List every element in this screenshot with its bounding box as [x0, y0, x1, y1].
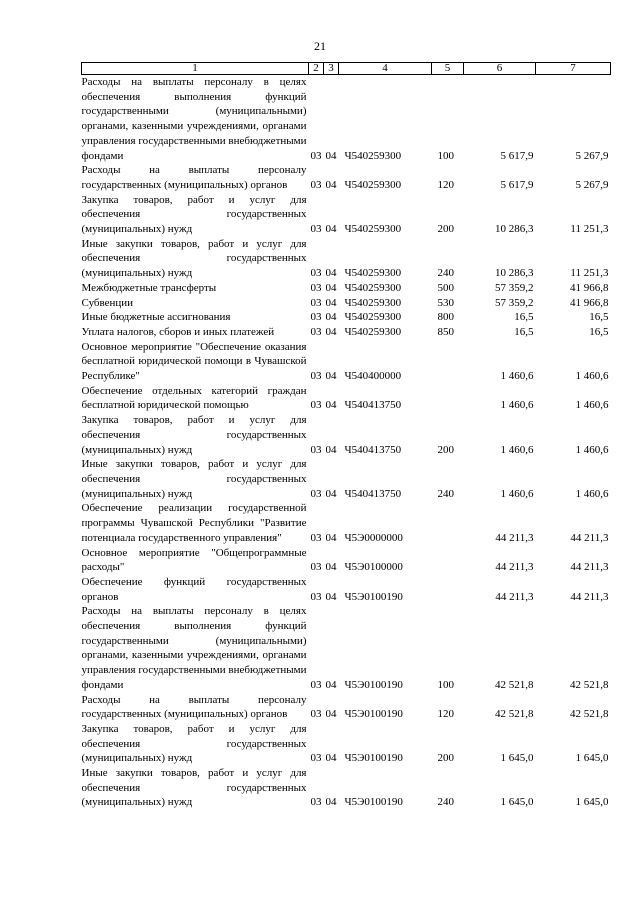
cell-c7: 42 521,8 [570, 678, 609, 691]
cell-c6: 42 521,8 [495, 678, 534, 691]
cell-name: Иные закупки товаров, работ и услуг для обеспечения государственных (муниципальных) нужд [81, 767, 307, 809]
cell-name: Закупка товаров, работ и услуг для обеспечения государственных (муниципальных) нужд [81, 414, 307, 456]
cell-c5: 240 [437, 487, 454, 500]
cell-c7: 44 211,3 [570, 561, 609, 574]
cell-c2: 03 [310, 296, 322, 309]
cell-c5: 120 [437, 178, 454, 191]
cell-c3: 04 [325, 370, 337, 383]
cell-c6: 57 359,2 [495, 281, 534, 294]
header-row [82, 63, 611, 75]
cell-c7: 1 645,0 [575, 752, 609, 765]
cell-c7: 1 460,6 [575, 443, 609, 456]
cell-c2: 03 [310, 399, 322, 412]
cell-c2: 03 [310, 325, 322, 338]
cell-c6: 42 521,8 [495, 708, 534, 721]
cell-c6: 10 286,3 [495, 267, 534, 280]
table-row [82, 722, 611, 766]
table-row [82, 413, 611, 457]
cell-c5: 500 [437, 281, 454, 294]
cell-name: Расходы на выплаты персоналу в целях обеспечения выполнения функций государственными (муниципальными) органами, казенными учреждениями, органами управления государственными внебюджетными фондами [81, 605, 307, 691]
table-row [82, 340, 611, 384]
cell-c7: 1 460,6 [575, 370, 609, 383]
cell-c6: 44 211,3 [495, 590, 534, 603]
cell-c2: 03 [310, 678, 322, 691]
table-row [82, 163, 611, 192]
cell-c7: 11 251,3 [570, 267, 609, 280]
table-row [82, 546, 611, 575]
cell-c2: 03 [310, 281, 322, 294]
cell-c7: 11 251,3 [570, 223, 609, 236]
cell-c4: Ч5Э0100190 [344, 752, 403, 765]
cell-c2: 03 [310, 708, 322, 721]
cell-c3: 04 [325, 531, 337, 544]
cell-c4: Ч540259300 [344, 267, 402, 280]
cell-c4: Ч540259300 [344, 311, 402, 324]
cell-c3: 04 [325, 325, 337, 338]
cell-c3: 04 [325, 296, 337, 309]
cell-c7: 16,5 [589, 325, 609, 338]
cell-c7: 42 521,8 [570, 708, 609, 721]
cell-c7: 41 966,8 [570, 281, 609, 294]
cell-c6: 1 645,0 [500, 796, 534, 809]
cell-c3: 04 [325, 796, 337, 809]
cell-c4: Ч540259300 [344, 296, 402, 309]
cell-c6: 16,5 [514, 311, 534, 324]
cell-c4: Ч540413750 [344, 399, 402, 412]
header-col-4: 4 [339, 63, 432, 75]
cell-c6: 10 286,3 [495, 223, 534, 236]
cell-c4: Ч540413750 [344, 443, 402, 456]
cell-c2: 03 [310, 443, 322, 456]
cell-c6: 1 460,6 [500, 370, 534, 383]
cell-c5: 530 [437, 296, 454, 309]
cell-name: Закупка товаров, работ и услуг для обеспечения государственных (муниципальных) нужд [81, 193, 307, 236]
cell-c7: 1 460,6 [575, 487, 609, 500]
cell-c7: 44 211,3 [570, 590, 609, 603]
cell-c6: 1 645,0 [500, 752, 534, 765]
header-col-6: 6 [464, 63, 536, 75]
cell-c2: 03 [310, 796, 322, 809]
cell-c7: 44 211,3 [570, 531, 609, 544]
cell-c5 [432, 575, 464, 604]
cell-c5: 200 [437, 443, 454, 456]
cell-c4: Ч5Э0000000 [344, 531, 403, 544]
cell-c5 [432, 546, 464, 575]
cell-c4: Ч540259300 [344, 281, 402, 294]
cell-c4: Ч5Э0100000 [344, 561, 403, 574]
cell-name: Межбюджетные трансферты [81, 281, 217, 294]
cell-c3: 04 [325, 399, 337, 412]
cell-c5: 120 [437, 708, 454, 721]
table-row [82, 501, 611, 545]
table-row [82, 237, 611, 281]
header-col-2: 2 [309, 63, 324, 75]
cell-c2: 03 [310, 487, 322, 500]
cell-name: Иные бюджетные ассигнования [81, 311, 231, 324]
cell-c4: Ч5Э0100190 [344, 590, 403, 603]
header-col-3: 3 [324, 63, 339, 75]
cell-name: Закупка товаров, работ и услуг для обеспечения государственных (муниципальных) нужд [81, 722, 307, 765]
table-row [82, 75, 611, 164]
page-number: 21 [314, 39, 326, 53]
cell-c3: 04 [325, 178, 337, 191]
cell-name: Основное мероприятие "Общепрограммные расходы" [81, 546, 307, 574]
cell-c7: 1 645,0 [575, 796, 609, 809]
cell-c4: Ч540413750 [344, 487, 402, 500]
cell-c3: 04 [325, 561, 337, 574]
cell-c3: 04 [325, 752, 337, 765]
cell-c5: 100 [437, 678, 454, 691]
cell-c2: 03 [310, 267, 322, 280]
cell-c2: 03 [310, 178, 322, 191]
cell-c5: 240 [437, 796, 454, 809]
cell-name: Обеспечение отдельных категорий граждан бесплатной юридической помощью [81, 384, 307, 412]
table-row [82, 384, 611, 413]
cell-c6: 5 617,9 [500, 178, 534, 191]
cell-c7: 5 267,9 [575, 149, 609, 162]
cell-c5: 100 [437, 149, 454, 162]
cell-c2: 03 [310, 752, 322, 765]
cell-c2: 03 [310, 561, 322, 574]
cell-name: Расходы на выплаты персоналу государственных (муниципальных) органов [81, 693, 307, 721]
table-row [82, 281, 611, 296]
cell-name: Иные закупки товаров, работ и услуг для обеспечения государственных (муниципальных) нужд [81, 237, 307, 280]
cell-c3: 04 [325, 678, 337, 691]
cell-c5 [432, 384, 464, 413]
cell-name: Иные закупки товаров, работ и услуг для обеспечения государственных (муниципальных) нужд [81, 458, 307, 500]
cell-c3: 04 [325, 443, 337, 456]
table-body [82, 75, 611, 811]
cell-c5: 200 [437, 223, 454, 236]
cell-name: Обеспечение функций государственных органов [81, 575, 307, 603]
cell-c3: 04 [325, 487, 337, 500]
cell-c6: 5 617,9 [500, 149, 534, 162]
table-row [82, 325, 611, 340]
cell-name: Субвенции [81, 296, 134, 309]
cell-c2: 03 [310, 149, 322, 162]
cell-c5 [432, 501, 464, 545]
cell-c4: Ч540259300 [344, 149, 402, 162]
table-row [82, 310, 611, 325]
table-row [82, 457, 611, 501]
table-row [82, 766, 611, 810]
cell-c7: 16,5 [589, 311, 609, 324]
cell-c3: 04 [325, 281, 337, 294]
header-col-7: 7 [536, 63, 611, 75]
cell-c6: 44 211,3 [495, 561, 534, 574]
cell-c2: 03 [310, 370, 322, 383]
cell-c2: 03 [310, 223, 322, 236]
cell-c4: Ч5Э0100190 [344, 708, 403, 721]
cell-c6: 1 460,6 [500, 487, 534, 500]
cell-c3: 04 [325, 223, 337, 236]
table-row [82, 604, 611, 692]
cell-c3: 04 [325, 590, 337, 603]
cell-c5: 850 [437, 325, 454, 338]
cell-c5: 200 [437, 752, 454, 765]
cell-c2: 03 [310, 531, 322, 544]
table-row [82, 296, 611, 311]
cell-c7: 1 460,6 [575, 399, 609, 412]
cell-c3: 04 [325, 311, 337, 324]
cell-c7: 41 966,8 [570, 296, 609, 309]
cell-c4: Ч540259300 [344, 223, 402, 236]
cell-c7: 5 267,9 [575, 178, 609, 191]
header-col-5: 5 [432, 63, 464, 75]
cell-c6: 44 211,3 [495, 531, 534, 544]
cell-c4: Ч540259300 [344, 178, 402, 191]
cell-name: Обеспечение реализации государственной программы Чувашской Республики "Развитие потенциала государственного управления" [81, 502, 307, 544]
cell-name: Расходы на выплаты персоналу государственных (муниципальных) органов [81, 164, 307, 191]
table-row [82, 575, 611, 604]
cell-name: Уплата налогов, сборов и иных платежей [81, 325, 275, 338]
cell-c2: 03 [310, 590, 322, 603]
cell-c4: Ч5Э0100190 [344, 678, 403, 691]
cell-c5: 240 [437, 267, 454, 280]
cell-c2: 03 [310, 311, 322, 324]
cell-c4: Ч540259300 [344, 325, 402, 338]
table-row [82, 693, 611, 722]
cell-c6: 1 460,6 [500, 399, 534, 412]
table-row [82, 193, 611, 237]
cell-c4: Ч5Э0100190 [344, 796, 403, 809]
header-col-1: 1 [82, 63, 309, 75]
cell-c3: 04 [325, 708, 337, 721]
cell-c6: 1 460,6 [500, 443, 534, 456]
cell-c3: 04 [325, 149, 337, 162]
cell-c6: 57 359,2 [495, 296, 534, 309]
cell-c6: 16,5 [514, 325, 534, 338]
cell-c4: Ч540400000 [344, 370, 402, 383]
cell-name: Основное мероприятие "Обеспечение оказания бесплатной юридической помощи в Чувашской Республике" [81, 340, 307, 383]
cell-name: Расходы на выплаты персоналу в целях обеспечения выполнения функций государственными (муниципальными) органами, казенными учреждениями, органами управления государственными внебюджетными фондами [81, 76, 307, 162]
budget-table [81, 62, 611, 810]
cell-c5: 800 [437, 311, 454, 324]
cell-c5 [432, 340, 464, 384]
cell-c3: 04 [325, 267, 337, 280]
